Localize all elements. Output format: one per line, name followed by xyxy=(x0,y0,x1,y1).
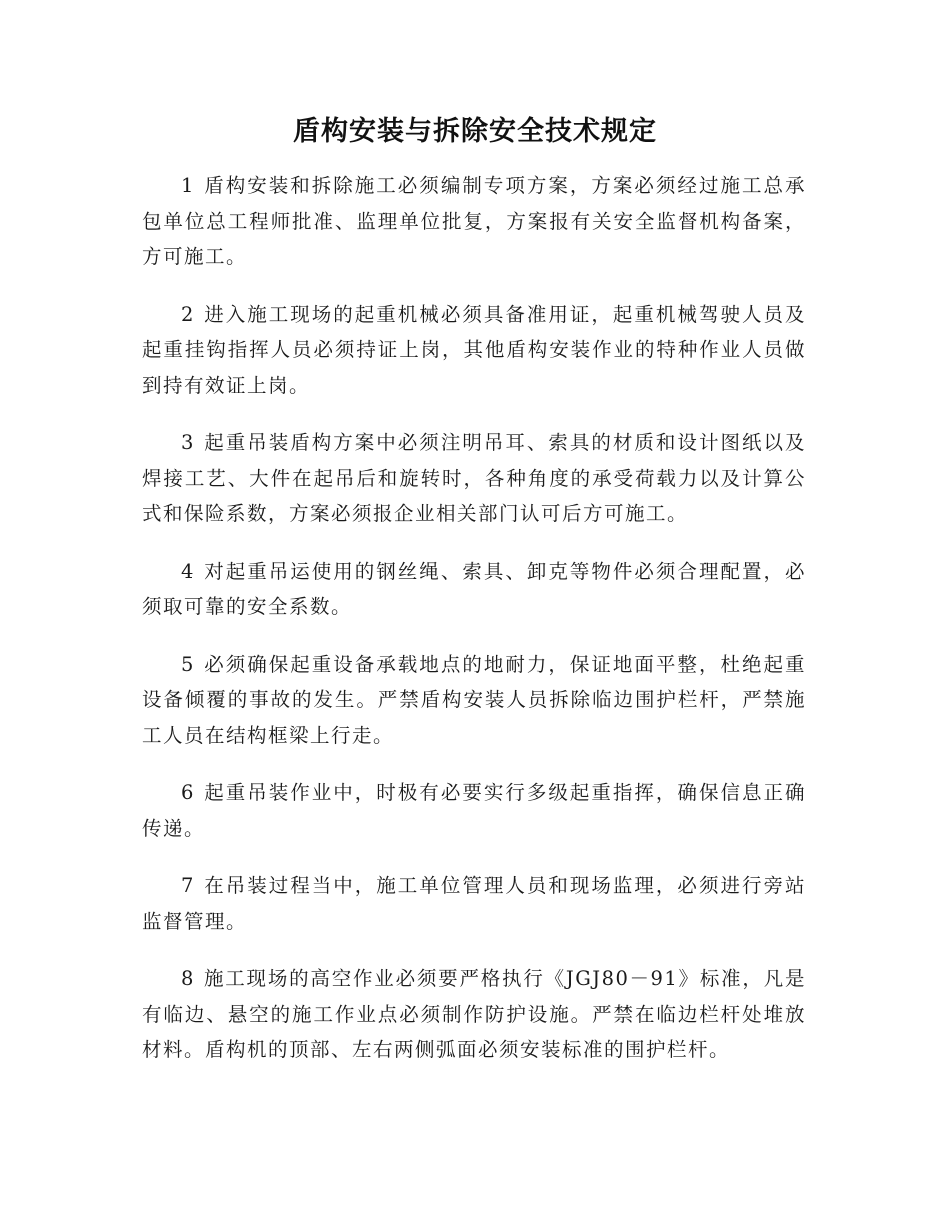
paragraph-text: 在吊装过程当中，施工单位管理人员和现场监理，必须进行旁站监督管理。 xyxy=(142,874,806,933)
paragraph-number: 5 xyxy=(181,652,195,676)
paragraph-1 xyxy=(142,168,806,275)
document-title: 盾构安装与拆除安全技术规定 xyxy=(293,116,657,147)
paragraph-2 xyxy=(142,297,806,404)
paragraph-text: 施工现场的高空作业必须要严格执行《JGJ80－91》标准，凡是有临边、悬空的施工作业点必须制作防护设施。严禁在临边栏杆处堆放材料。盾构机的顶部、左右两侧弧面必须安装标准的围护栏杆。 xyxy=(142,967,806,1061)
document-body xyxy=(142,168,806,1090)
paragraph-number: 8 xyxy=(181,967,195,990)
paragraph-4 xyxy=(142,554,806,625)
paragraph-number: 4 xyxy=(181,559,195,583)
paragraph-5 xyxy=(142,647,806,754)
paragraph-text: 起重吊装盾构方案中必须注明吊耳、索具的材质和设计图纸以及焊接工艺、大件在起吊后和旋转时，各种角度的承受荷载力以及计算公式和保险系数，方案必须报企业相关部门认可后方可施工。 xyxy=(142,431,806,525)
paragraph-number: 2 xyxy=(181,302,195,326)
paragraph-text: 必须确保起重设备承载地点的地耐力，保证地面平整，杜绝起重设备倾覆的事故的发生。严禁盾构安装人员拆除临边围护栏杆，严禁施工人员在结构框梁上行走。 xyxy=(142,652,806,747)
paragraph-6 xyxy=(142,775,806,846)
paragraph-number: 3 xyxy=(181,431,195,454)
paragraph-number: 1 xyxy=(181,174,195,197)
paragraph-3 xyxy=(142,425,806,532)
paragraph-number: 6 xyxy=(181,781,195,804)
paragraph-8 xyxy=(142,961,806,1068)
paragraph-number: 7 xyxy=(181,874,195,897)
paragraph-text: 盾构安装和拆除施工必须编制专项方案，方案必须经过施工总承包单位总工程师批准、监理单位批复，方案报有关安全监督机构备案，方可施工。 xyxy=(142,174,806,268)
paragraph-text: 对起重吊运使用的钢丝绳、索具、卸克等物件必须合理配置，必须取可靠的安全系数。 xyxy=(142,559,806,618)
paragraph-text: 进入施工现场的起重机械必须具备准用证，起重机械驾驶人员及起重挂钩指挥人员必须持证上岗，其他盾构安装作业的特种作业人员做到持有效证上岗。 xyxy=(142,302,806,397)
paragraph-7 xyxy=(142,868,806,939)
paragraph-text: 起重吊装作业中，时极有必要实行多级起重指挥，确保信息正确传递。 xyxy=(142,781,806,840)
